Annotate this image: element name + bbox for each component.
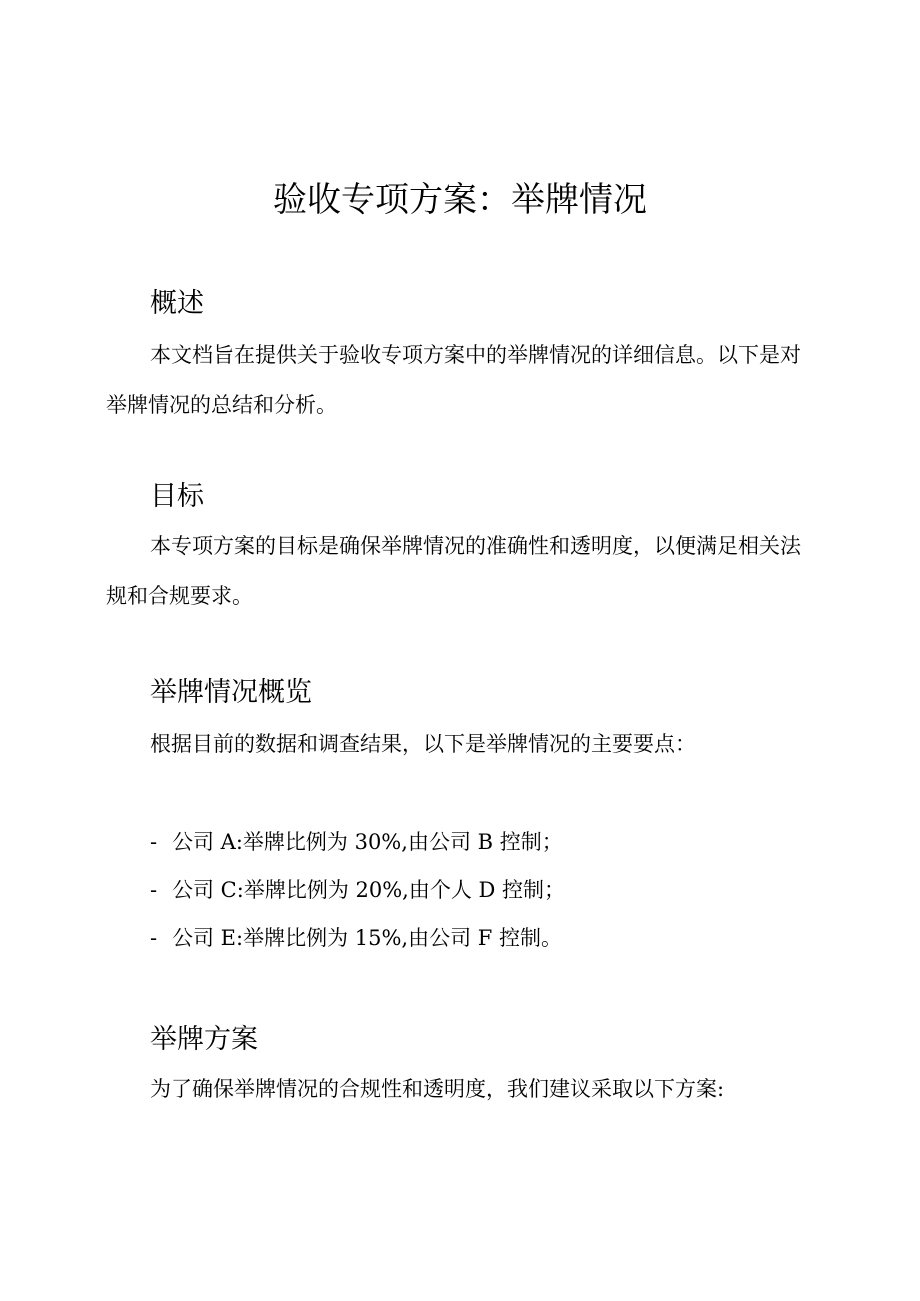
- list-item-text: 公司 A:举牌比例为 30%,由公司 B 控制；: [172, 830, 563, 854]
- section-heading-plan: 举牌方案: [150, 1024, 258, 1055]
- list-item-text: 公司 C:举牌比例为 20%,由个人 D 控制；: [172, 878, 566, 902]
- section-paragraph-summary: 根据目前的数据和调查结果，以下是举牌情况的主要要点：: [150, 732, 696, 756]
- section-paragraph-overview: 本文档旨在提供关于验收专项方案中的举牌情况的详细信息。以下是对举牌情况的总结和分析。: [106, 343, 801, 417]
- bullet-marker: -: [150, 926, 158, 950]
- list-item-text: 公司 E:举牌比例为 15%,由公司 F 控制。: [172, 926, 563, 950]
- document-title: 验收专项方案：举牌情况: [273, 180, 647, 220]
- section-heading-goal: 目标: [150, 481, 204, 512]
- bullet-list: [150, 818, 565, 962]
- list-item: [150, 914, 565, 962]
- section-heading-overview: 概述: [150, 288, 204, 319]
- section-heading-summary: 举牌情况概览: [150, 677, 312, 708]
- bullet-marker: -: [150, 830, 158, 854]
- section-paragraph-goal: 本专项方案的目标是确保举牌情况的准确性和透明度，以便满足相关法规和合规要求。: [106, 534, 801, 608]
- section-paragraph-plan: 为了确保举牌情况的合规性和透明度，我们建议采取以下方案:: [150, 1077, 725, 1101]
- bullet-marker: -: [150, 878, 158, 902]
- list-item: [150, 818, 565, 866]
- list-item: [150, 866, 565, 914]
